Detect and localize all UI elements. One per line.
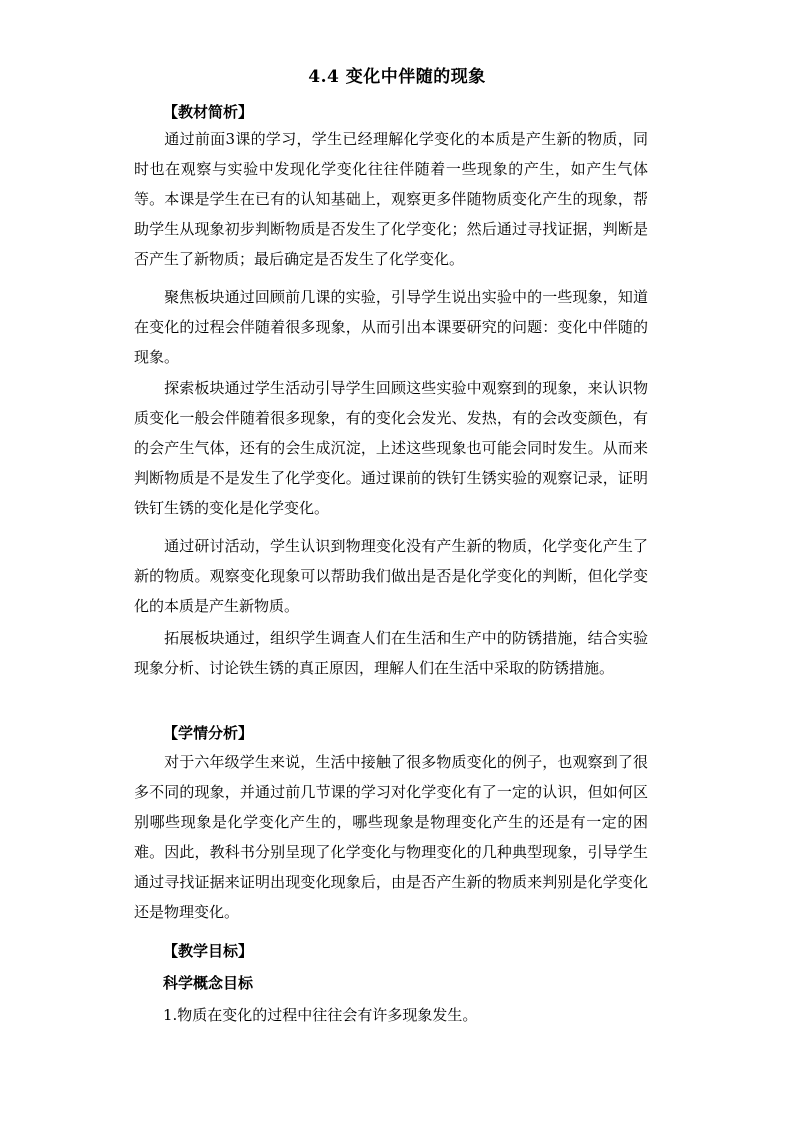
paragraph-text: 聚焦板块通过回顾前几课的实验，引导学生说出实验中的一些现象，知道在变化的过程会伴随着很多现象，从而引出本课要研究的问题：变化中伴随的现象。 xyxy=(134,288,648,366)
paragraph-text: 拓展板块通过，组织学生调查人们在生活和生产中的防锈措施，结合实验现象分析、讨论铁生锈的真正原因，理解人们在生活中采取的防锈措施。 xyxy=(134,629,648,677)
section-heading-textbook-analysis: 【教材简析】 xyxy=(163,103,254,121)
paragraph-text: 通过研讨活动，学生认识到物理变化没有产生新的物质，化学变化产生了新的物质。观察变化现象可以帮助我们做出是否是化学变化的判断，但化学变化的本质是产生新物质。 xyxy=(134,537,648,615)
paragraph xyxy=(134,747,648,927)
page-title: 4.4 变化中伴随的现象 xyxy=(308,67,486,87)
goal-item: 1.物质在变化的过程中往往会有许多现象发生。 xyxy=(163,1006,478,1024)
paragraph xyxy=(134,124,648,274)
paragraph-text: 通过前面3课的学习，学生已经理解化学变化的本质是产生新的物质，同时也在观察与实验中发现化学变化往往伴随着一些现象的产生，如产生气体等。本课是学生在已有的认知基础上，观察更多伴随物质变化产生的现象，帮助学生从现象初步判断物质是否发生了化学变化；然后通过寻找证据，判断是否产生了新物质；最后确定是否发生了化学变化。 xyxy=(134,130,648,268)
section-heading-learner-analysis: 【学情分析】 xyxy=(163,724,254,742)
paragraph-text: 对于六年级学生来说，生活中接触了很多物质变化的例子，也观察到了很多不同的现象，并通过前几节课的学习对化学变化有了一定的认识，但如何区别哪些现象是化学变化产生的，哪些现象是物理变化产生的还是有一定的困难。因此，教科书分别呈现了化学变化与物理变化的几种典型现象，引导学生通过寻找证据来证明出现变化现象后，由是否产生新的物质来判别是化学变化还是物理变化。 xyxy=(134,753,648,921)
paragraph xyxy=(134,531,648,621)
paragraph xyxy=(134,623,648,683)
subheading-science-concept-goals: 科学概念目标 xyxy=(163,974,254,992)
paragraph xyxy=(134,282,648,372)
paragraph-text: 探索板块通过学生活动引导学生回顾这些实验中观察到的现象，来认识物质变化一般会伴随着很多现象，有的变化会发光、发热，有的会改变颜色，有的会产生气体，还有的会生成沉淀，上述这些现象也可能会同时发生。从而来判断物质是不是发生了化学变化。通过课前的铁钉生锈实验的观察记录，证明铁钉生锈的变化是化学变化。 xyxy=(134,379,648,517)
section-heading-teaching-goals: 【教学目标】 xyxy=(163,942,254,960)
paragraph xyxy=(134,373,648,523)
